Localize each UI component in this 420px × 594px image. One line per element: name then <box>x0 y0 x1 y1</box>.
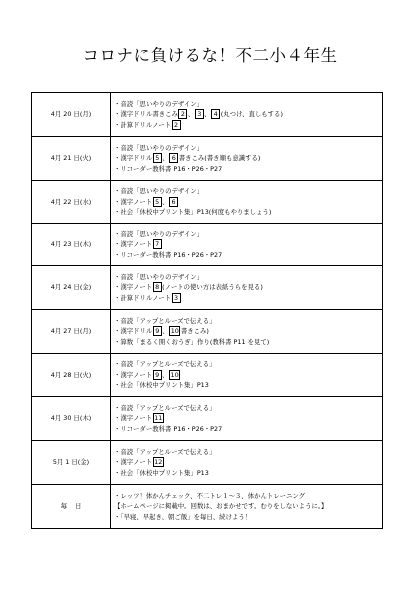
tasks-cell <box>111 310 383 354</box>
task-line <box>114 239 382 250</box>
task-text: ・音読「思いやりのデザイン」 <box>114 272 204 281</box>
boxed-number: 10 <box>170 327 179 336</box>
task-text: 、 <box>162 154 169 163</box>
task-text: 、 <box>204 110 211 119</box>
date-cell: 4月 21 日(火) <box>32 137 111 181</box>
task-line <box>114 282 382 293</box>
task-text: ・音読「思いやりのデザイン」 <box>114 187 204 196</box>
task-line <box>114 164 382 175</box>
task-text: 、 <box>162 370 169 379</box>
task-text: ・漢字ノート <box>114 240 153 249</box>
task-line <box>114 424 382 435</box>
task-line <box>114 380 382 391</box>
schedule-row <box>32 224 383 266</box>
date-cell: 4月 22 日(水) <box>32 181 111 224</box>
boxed-number: 10 <box>170 370 179 379</box>
task-line <box>114 109 382 120</box>
task-line <box>114 229 382 240</box>
date-cell: 4月 28 日(火) <box>32 354 111 397</box>
schedule-row <box>32 397 383 441</box>
task-text: ・音読「アップとルーズで伝える」 <box>114 447 216 456</box>
homework-schedule-table <box>31 92 383 529</box>
boxed-number: 12 <box>154 458 163 467</box>
task-text: 、 <box>162 327 169 336</box>
task-text: ・漢字ノート <box>114 414 153 423</box>
date-cell: 4月 30 日(木) <box>32 397 111 441</box>
schedule-row <box>32 441 383 485</box>
task-line <box>114 99 382 110</box>
tasks-cell <box>111 266 383 310</box>
boxed-number: 6 <box>169 153 178 163</box>
schedule-row <box>32 93 383 137</box>
task-line <box>114 468 382 479</box>
tasks-cell <box>111 137 383 181</box>
task-text: ・漢字ドリル <box>114 327 153 336</box>
task-text: ・漢字ドリル書きこみ <box>114 110 178 119</box>
boxed-number: 3 <box>195 109 204 119</box>
daily-task-line: ・レッツ！体かんチェック、不二トレ１～３、体かんトレーニング <box>114 491 306 500</box>
tasks-cell <box>111 354 383 397</box>
boxed-number: 9 <box>153 326 162 336</box>
task-line <box>114 403 382 414</box>
date-cell: 5月 1 日(金) <box>32 441 111 485</box>
task-line <box>114 359 382 370</box>
page-title: コロナに負けるな！不二小４年生 <box>82 46 338 65</box>
tasks-cell <box>111 224 383 266</box>
daily-label-cell <box>32 485 111 529</box>
task-line <box>114 447 382 458</box>
task-text: 、 <box>162 197 169 206</box>
daily-row <box>32 485 383 529</box>
boxed-number: 9 <box>153 370 162 380</box>
task-line <box>114 370 382 381</box>
boxed-number: 11 <box>154 414 163 423</box>
task-text: ・社会「休校中プリント集」P13 <box>114 381 209 390</box>
task-line <box>114 250 382 261</box>
date-cell: 4月 23 日(木) <box>32 224 111 266</box>
task-line <box>114 413 382 424</box>
task-line <box>114 143 382 154</box>
task-text: ・音読「思いやりのデザイン」 <box>114 143 204 152</box>
task-text: ・漢字ノート <box>114 283 153 292</box>
tasks-cell <box>111 441 383 485</box>
boxed-number: 5 <box>153 197 162 207</box>
task-line <box>114 326 382 337</box>
date-cell: 4月 20 日(月) <box>32 93 111 137</box>
task-text: ・リコーダー教科書 P16・P26・P27 <box>114 164 223 173</box>
daily-task-line: 【ホームページに掲載中。回数は、おまかせです。むりをしないように。】 <box>114 502 328 511</box>
boxed-number: 4 <box>211 109 220 119</box>
task-text: (ノートの使い方は表紙うらを見る) <box>162 283 263 292</box>
task-text: ・計算ドリルノート <box>114 293 172 302</box>
task-line <box>114 337 382 348</box>
schedule-row <box>32 137 383 181</box>
schedule-row <box>32 354 383 397</box>
task-text: ・漢字ノート <box>114 370 153 379</box>
task-text: ・音読「アップとルーズで伝える」 <box>114 403 216 412</box>
task-text: ・計算ドリルノート <box>114 120 172 129</box>
daily-label-char: 毎 <box>60 502 67 511</box>
task-text: 、 <box>187 110 195 119</box>
task-text: 書きこみ) <box>180 327 209 336</box>
task-text: ・社会「休校中プリント集」P13 <box>114 468 209 477</box>
task-text: ・漢字ノート <box>114 197 153 206</box>
task-line <box>114 316 382 327</box>
task-text: ・漢字ノート <box>114 458 153 467</box>
task-text: ・リコーダー教科書 P16・P26・P27 <box>114 250 223 259</box>
task-text: ・漢字ドリル <box>114 154 153 163</box>
task-line <box>114 153 382 164</box>
boxed-number: 7 <box>153 239 162 249</box>
boxed-number: 6 <box>169 197 178 207</box>
task-line <box>114 120 382 131</box>
task-text: ・音読「アップとルーズで伝える」 <box>114 360 216 369</box>
boxed-number: 5 <box>153 153 162 163</box>
boxed-number: 3 <box>172 293 181 303</box>
task-text: ・算数「まるく開くおうぎ」作り(教科書 P11 を見て) <box>114 337 270 346</box>
tasks-cell <box>111 93 383 137</box>
tasks-cell <box>111 181 383 224</box>
task-text: 書きこみ(書き順も意識する) <box>178 154 261 163</box>
task-text: ・社会「休校中プリント集」P13(何度もやりましょう) <box>114 208 272 217</box>
daily-label-char: 日 <box>75 502 82 511</box>
daily-task-line: ・「早寝、早起き、朝ご飯」を毎日、続けよう！ <box>114 512 252 521</box>
boxed-number: 2 <box>178 109 187 119</box>
task-line <box>114 272 382 283</box>
task-text: ・音読「思いやりのデザイン」 <box>114 229 204 238</box>
boxed-number: 8 <box>153 282 162 292</box>
date-cell: 4月 24 日(金) <box>32 266 111 310</box>
task-line <box>114 197 382 208</box>
task-text: ・音読「思いやりのデザイン」 <box>114 99 204 108</box>
tasks-cell <box>111 397 383 441</box>
date-cell: 4月 27 日(月) <box>32 310 111 354</box>
task-line <box>114 293 382 304</box>
task-text: ・リコーダー教科書 P16・P26・P27 <box>114 424 223 433</box>
boxed-number: 2 <box>172 120 181 130</box>
task-line <box>114 186 382 197</box>
schedule-row <box>32 266 383 310</box>
task-line <box>114 207 382 218</box>
task-line <box>114 457 382 468</box>
schedule-row <box>32 310 383 354</box>
daily-tasks-cell <box>111 485 383 529</box>
schedule-row <box>32 181 383 224</box>
task-text: ・音読「アップとルーズで伝える」 <box>114 316 216 325</box>
task-text: (丸つけ、直しもする) <box>220 110 283 119</box>
